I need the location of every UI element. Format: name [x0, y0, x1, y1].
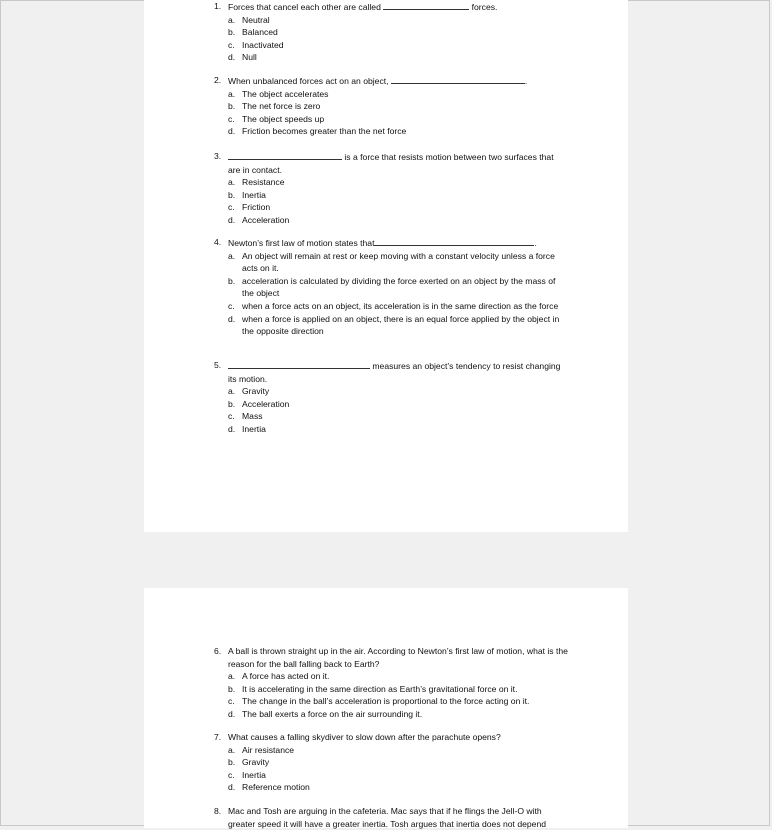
- option-a: a. An object will remain at rest or keep moving with a constant velocity unless a force acts on it.: [228, 250, 555, 274]
- question-6: [214, 645, 569, 721]
- option-c: c. Inertia: [228, 769, 266, 780]
- option-c: c. Mass: [228, 411, 263, 422]
- document-page-1: [144, 0, 628, 532]
- question-number: 4.: [214, 237, 222, 247]
- option-b: b. Balanced: [228, 27, 278, 38]
- option-a: a. A force has acted on it.: [228, 671, 330, 682]
- question-number: 6.: [214, 646, 222, 656]
- options-list: [214, 14, 569, 64]
- option-b: b. It is accelerating in the same direction as Earth’s gravitational force on it.: [228, 683, 518, 694]
- option-a: a. The object accelerates: [228, 88, 329, 99]
- answer-blank: [228, 359, 370, 369]
- option-b: b. Inertia: [228, 189, 266, 200]
- options-list: [214, 670, 569, 720]
- question-number: 5.: [214, 360, 222, 370]
- option-c: c. Inactivated: [228, 39, 284, 50]
- question-3: [214, 150, 569, 227]
- option-c: c. when a force acts on an object, its acceleration is in the same direction as the force: [228, 300, 559, 311]
- question-number: 3.: [214, 151, 222, 161]
- options-list: [214, 744, 569, 794]
- options-list: [214, 176, 569, 226]
- option-a: a. Neutral: [228, 14, 270, 25]
- question-number: 2.: [214, 75, 222, 85]
- option-d: d. Reference motion: [228, 782, 310, 793]
- question-stem: A ball is thrown straight up in the air. According to Newton’s first law of motion, what is the reason for the ball falling back to Earth?: [228, 646, 568, 669]
- option-b: b. Gravity: [228, 757, 270, 768]
- option-d: d. Null: [228, 52, 257, 63]
- answer-blank: [228, 150, 342, 160]
- question-8: [214, 805, 569, 830]
- question-number: 1.: [214, 1, 222, 11]
- question-5: [214, 359, 569, 436]
- question-number: 8.: [214, 806, 222, 816]
- option-b: b. The net force is zero: [228, 101, 321, 112]
- answer-blank: [383, 0, 469, 10]
- option-b: b. acceleration is calculated by dividing the force exerted on an object by the mass of the object: [228, 275, 556, 299]
- question-4: [214, 236, 569, 338]
- question-stem: What causes a falling skydiver to slow down after the parachute opens?: [228, 732, 501, 742]
- question-2: [214, 74, 569, 138]
- option-a: a. Air resistance: [228, 744, 295, 755]
- question-stem: Mac and Tosh are arguing in the cafeteria. Mac says that if he flings the Jell-O with greater speed it will have a greater inertia. Tosh argues that inertia does not depend: [228, 806, 547, 829]
- question-stem-line2: its motion.: [228, 373, 268, 384]
- option-a: a. Gravity: [228, 386, 270, 397]
- option-a: a. Resistance: [228, 177, 285, 188]
- question-stem: When unbalanced forces act on an object, .: [228, 76, 528, 86]
- answer-blank: [391, 74, 525, 84]
- question-stem: Newton’s first law of motion states that .: [228, 238, 537, 248]
- option-c: c. The change in the ball’s acceleration is proportional to the force acting on it.: [228, 696, 530, 707]
- question-stem: is a force that resists motion between two surfaces that: [228, 150, 569, 164]
- option-c: c. Friction: [228, 202, 271, 213]
- question-1: [214, 0, 569, 64]
- option-b: b. Acceleration: [228, 398, 290, 409]
- question-stem: Forces that cancel each other are called forces.: [228, 2, 498, 12]
- options-list: [214, 88, 569, 138]
- option-d: d. Inertia: [228, 423, 266, 434]
- question-number: 7.: [214, 732, 222, 742]
- answer-blank: [374, 236, 534, 246]
- option-c: c. The object speeds up: [228, 113, 325, 124]
- option-d: d. Acceleration: [228, 214, 290, 225]
- option-d: d. The ball exerts a force on the air surrounding it.: [228, 708, 423, 719]
- question-stem: measures an object’s tendency to resist changing: [228, 359, 569, 373]
- document-page-2: [144, 588, 628, 828]
- question-7: [214, 731, 569, 794]
- option-d: d. Friction becomes greater than the net force: [228, 126, 407, 137]
- question-stem-line2: are in contact.: [228, 164, 282, 175]
- options-list: [214, 250, 569, 338]
- options-list: [214, 385, 569, 435]
- option-d: d. when a force is applied on an object, there is an equal force applied by the object in the opposite direction: [228, 313, 560, 337]
